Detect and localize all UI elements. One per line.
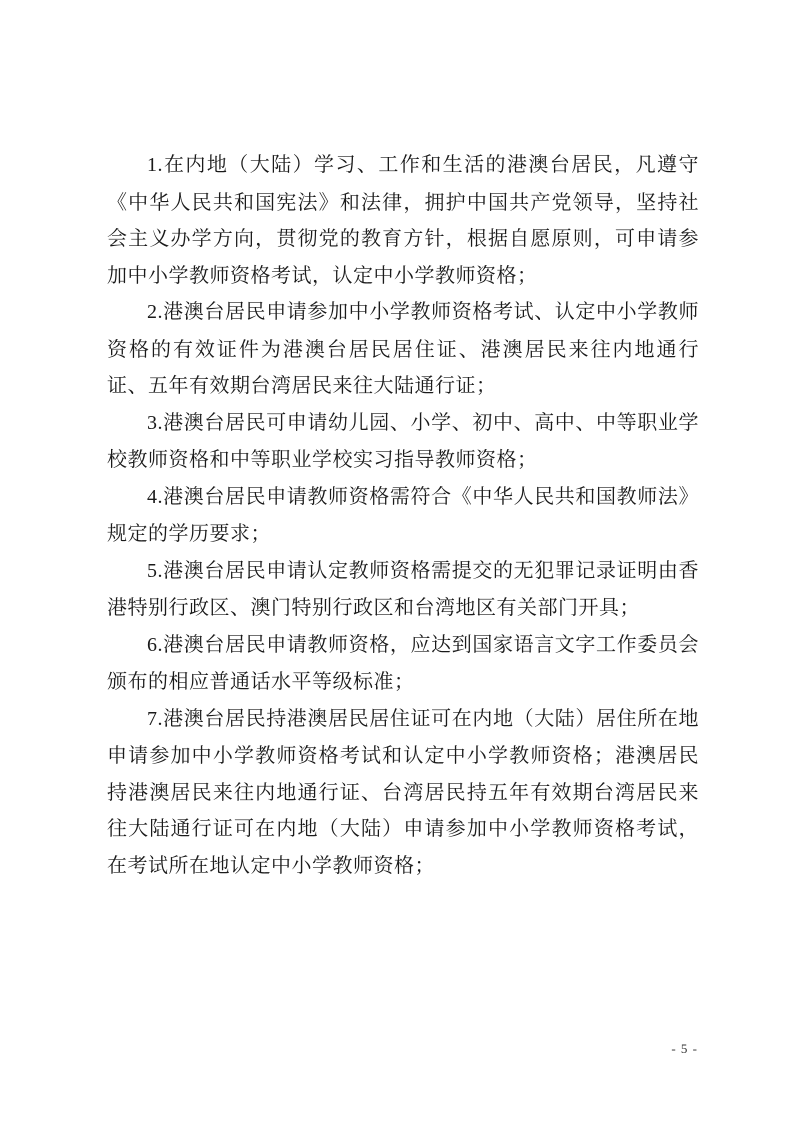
paragraph-number: 6.	[147, 633, 163, 656]
paragraph-4	[107, 478, 699, 552]
paragraph-text: 港澳台居民可申请幼儿园、小学、初中、高中、中等职业学校教师资格和中等职业学校实习指导教师资格；	[107, 409, 699, 471]
paragraph-number: 5.	[147, 559, 163, 582]
paragraph-text: 港澳台居民申请参加中小学教师资格考试、认定中小学教师资格的有效证件为港澳台居民居住证、港澳居民来往内地通行证、五年有效期台湾居民来往大陆通行证；	[107, 299, 699, 397]
paragraph-6	[107, 626, 699, 700]
paragraph-3	[107, 404, 699, 478]
paragraph-2	[107, 293, 699, 404]
paragraph-text: 港澳台居民申请教师资格需符合《中华人民共和国教师法》规定的学历要求；	[107, 483, 699, 545]
paragraph-number: 3.	[147, 411, 163, 434]
paragraph-5	[107, 552, 699, 626]
paragraph-7	[107, 700, 699, 884]
paragraph-1	[107, 146, 699, 293]
paragraph-text: 港澳台居民持港澳居民居住证可在内地（大陆）居住所在地申请参加中小学教师资格考试和认定中小学教师资格；港澳居民持港澳居民来往内地通行证、台湾居民持五年有效期台湾居民来往大陆通行证可在内地（大陆）申请参加中小学教师资格考试，在考试所在地认定中小学教师资格；	[107, 705, 699, 877]
page-number: - 5 -	[671, 1041, 698, 1056]
paragraph-number: 7.	[147, 707, 163, 730]
paragraph-text: 港澳台居民申请教师资格，应达到国家语言文字工作委员会颁布的相应普通话水平等级标准；	[107, 631, 699, 693]
paragraph-number: 1.	[147, 154, 163, 176]
paragraph-number: 2.	[147, 301, 163, 323]
paragraph-number: 4.	[147, 485, 163, 508]
paragraph-text: 港澳台居民申请认定教师资格需提交的无犯罪记录证明由香港特别行政区、澳门特别行政区和台湾地区有关部门开具；	[107, 557, 699, 619]
paragraph-text: 在内地（大陆）学习、工作和生活的港澳台居民，凡遵守《中华人民共和国宪法》和法律，拥护中国共产党领导，坚持社会主义办学方向，贯彻党的教育方针，根据自愿原则，可申请参加中小学教师资格考试，认定中小学教师资格；	[107, 152, 699, 287]
document-body	[107, 146, 699, 883]
